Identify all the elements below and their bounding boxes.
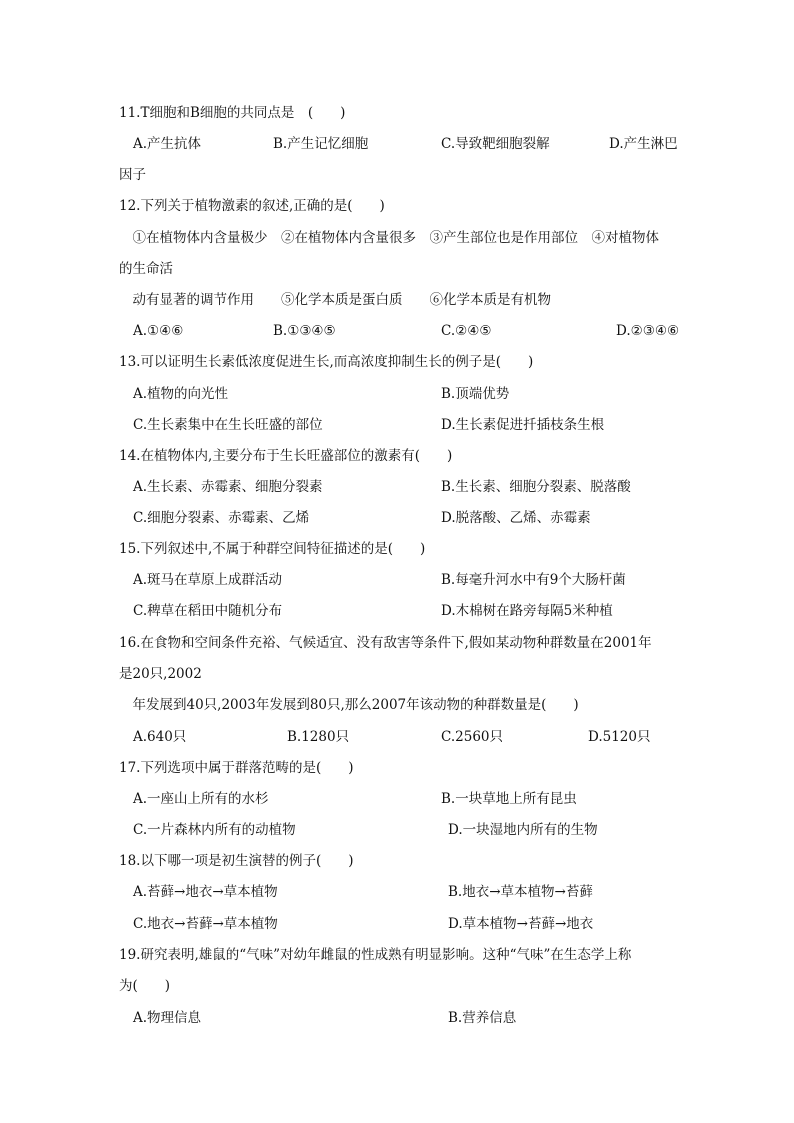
question-15-option-c: C.稗草在稻田中随机分布 bbox=[133, 603, 283, 619]
question-19-stem-line-2: 为( ) bbox=[119, 978, 171, 994]
question-12-statements-line-2: 的生命活 bbox=[119, 261, 173, 277]
question-12-option-d: D.②③④⑥ bbox=[616, 323, 680, 339]
question-14-option-a: A.生长素、赤霉素、细胞分裂素 bbox=[133, 479, 323, 495]
question-18-stem: 18.以下哪一项是初生演替的例子( ) bbox=[119, 853, 354, 869]
question-11-stem-continued: 因子 bbox=[119, 167, 146, 183]
question-11-stem: 11.T细胞和B细胞的共同点是 ( ) bbox=[119, 105, 346, 121]
question-16-option-b: B.1280只 bbox=[287, 729, 350, 745]
question-18-option-d: D.草本植物→苔藓→地衣 bbox=[448, 916, 594, 932]
question-11-option-a: A.产生抗体 bbox=[133, 136, 202, 152]
question-11-option-d: D.产生淋巴 bbox=[609, 136, 678, 152]
question-17-option-c: C.一片森林内所有的动植物 bbox=[133, 822, 296, 838]
question-11-option-c: C.导致靶细胞裂解 bbox=[441, 136, 550, 152]
question-16-stem-line-3: 年发展到40只,2003年发展到80只,那么2007年该动物的种群数量是( ) bbox=[119, 697, 579, 713]
question-18-option-a: A.苔藓→地衣→草本植物 bbox=[133, 884, 278, 900]
question-12-stem: 12.下列关于植物激素的叙述,正确的是( ) bbox=[119, 198, 385, 214]
question-13-option-d: D.生长素促进扦插枝条生根 bbox=[441, 417, 605, 433]
question-17-option-b: B.一块草地上所有昆虫 bbox=[441, 791, 577, 807]
question-15-stem: 15.下列叙述中,不属于种群空间特征描述的是( ) bbox=[119, 541, 426, 557]
question-16-stem-line-2: 是20只,2002 bbox=[119, 666, 202, 682]
question-12-statements-line-3: 动有显著的调节作用 ⑤化学本质是蛋白质 ⑥化学本质是有机物 bbox=[119, 292, 551, 308]
question-18-option-c: C.地衣→苔藓→草本植物 bbox=[133, 916, 278, 932]
question-14-option-d: D.脱落酸、乙烯、赤霉素 bbox=[441, 510, 591, 526]
question-12-option-b: B.①③④⑤ bbox=[273, 323, 336, 339]
question-19-option-a: A.物理信息 bbox=[133, 1010, 202, 1026]
question-13-option-b: B.顶端优势 bbox=[441, 386, 510, 402]
question-14-stem: 14.在植物体内,主要分布于生长旺盛部位的激素有( ) bbox=[119, 448, 453, 464]
question-11-option-b: B.产生记忆细胞 bbox=[273, 136, 369, 152]
question-19-stem: 19.研究表明,雄鼠的“气味”对幼年雌鼠的性成熟有明显影响。这种“气味”在生态学上称 bbox=[119, 947, 632, 963]
question-16-option-d: D.5120只 bbox=[588, 729, 651, 745]
question-13-stem: 13.可以证明生长素低浓度促进生长,而高浓度抑制生长的例子是( ) bbox=[119, 354, 534, 370]
question-12-option-c: C.②④⑤ bbox=[441, 323, 492, 339]
question-12-statements-line-1: ①在植物体内含量极少 ②在植物体内含量很多 ③产生部位也是作用部位 ④对植物体 bbox=[119, 230, 659, 246]
question-15-option-d: D.木棉树在路旁每隔5米种植 bbox=[441, 603, 613, 619]
question-17-option-d: D.一块湿地内所有的生物 bbox=[448, 822, 598, 838]
question-13-option-a: A.植物的向光性 bbox=[133, 386, 229, 402]
question-19-option-b: B.营养信息 bbox=[448, 1010, 517, 1026]
question-18-option-b: B.地衣→草本植物→苔藓 bbox=[448, 884, 593, 900]
question-14-option-c: C.细胞分裂素、赤霉素、乙烯 bbox=[133, 510, 310, 526]
question-12-option-a: A.①④⑥ bbox=[133, 323, 184, 339]
question-17-stem: 17.下列选项中属于群落范畴的是( ) bbox=[119, 760, 354, 776]
question-14-option-b: B.生长素、细胞分裂素、脱落酸 bbox=[441, 479, 631, 495]
question-15-option-b: B.每毫升河水中有9个大肠杆菌 bbox=[441, 572, 626, 588]
question-13-option-c: C.生长素集中在生长旺盛的部位 bbox=[133, 417, 323, 433]
question-16-option-a: A.640只 bbox=[133, 729, 187, 745]
question-15-option-a: A.斑马在草原上成群活动 bbox=[133, 572, 283, 588]
question-16-stem: 16.在食物和空间条件充裕、气候适宜、没有敌害等条件下,假如某动物种群数量在2001年 bbox=[119, 635, 652, 651]
question-17-option-a: A.一座山上所有的水杉 bbox=[133, 791, 269, 807]
question-16-option-c: C.2560只 bbox=[441, 729, 503, 745]
